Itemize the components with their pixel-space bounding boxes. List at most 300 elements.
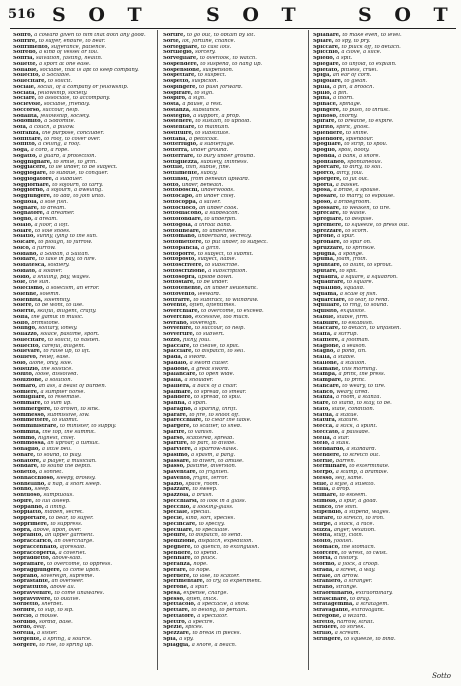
entry-headword: Spinoso, <box>313 113 338 119</box>
entry-headword: Spoglio, <box>313 148 337 153</box>
entry-definition: this morning. <box>341 366 378 372</box>
entry-definition: to minister, to supply. <box>59 424 117 429</box>
entry-definition: to spur on. <box>343 240 372 245</box>
entry-headword: Stipendio, <box>313 510 343 516</box>
entry-headword: Spartire, <box>163 441 189 447</box>
entry-headword: Stampa, <box>313 372 337 378</box>
entry-definition: a shoulder. <box>184 378 214 383</box>
entry-headword: Spicchio, <box>313 50 340 56</box>
column-divider <box>157 30 158 670</box>
entry-definition: kind, sort, species. <box>185 516 235 521</box>
entry-definition: to clear the table. <box>204 418 252 424</box>
entry-definition: to subvert. <box>196 332 225 337</box>
entry-headword: Strascinare, <box>313 596 349 602</box>
entry-definition: to sound the depth. <box>40 464 92 470</box>
entry-headword: Sparagno, <box>163 406 193 412</box>
entry-headword: Specchio, <box>163 504 191 510</box>
entry-definition: to submit. <box>52 418 79 424</box>
entry-headword: Sottrarre, <box>163 297 192 303</box>
entry-definition: sumptuous. <box>43 493 74 498</box>
entry-definition: foolish. <box>333 539 354 544</box>
entry-column-3 <box>313 33 451 643</box>
entry-headword: Soppiatto, <box>13 510 43 516</box>
entry-definition: to outlive. <box>53 596 81 602</box>
entry-definition: to sweep. <box>192 487 218 493</box>
entry-headword: Sonno, <box>13 487 34 493</box>
entry-headword: Soppanno, <box>13 504 44 510</box>
entry-headword: Sottolineare, <box>163 228 201 234</box>
entry-definition: a ceiling, a roof. <box>38 142 81 148</box>
entry-headword: Spronare, <box>313 240 342 245</box>
entry-headword: Solerte, <box>13 309 36 314</box>
entry-definition: a throat band. <box>194 222 232 228</box>
entry-headword: Sottoporre, <box>163 251 197 257</box>
entry-definition: above-said. <box>52 556 82 562</box>
entry-headword: Sparare, <box>163 412 188 418</box>
entry-definition: a stranger. <box>343 579 373 585</box>
entry-headword: Spirito, <box>313 125 335 130</box>
entry-definition: a petticoat. <box>188 136 219 142</box>
entry-definition: a stalk. <box>331 441 351 447</box>
entry-definition: a nap, a short sleep. <box>47 481 101 487</box>
entry-headword: Specie, <box>163 516 184 521</box>
entry-headword: Sonetto, <box>13 470 38 475</box>
entry-definition: a sigh. <box>188 96 206 102</box>
entry-headword: Sterminare, <box>313 464 348 470</box>
entry-definition: a footman. <box>341 337 370 343</box>
entry-definition: excessive, too much. <box>195 314 250 320</box>
entry-headword: Sorvegliare, <box>163 56 199 61</box>
entry-definition: to pluck. <box>194 556 217 562</box>
entry-headword: Spruzzare, <box>313 245 344 251</box>
entry-definition: to pluck off, to detach. <box>341 44 401 50</box>
entry-definition: a sponge. <box>338 251 364 257</box>
entry-headword: Sparecchiare, <box>163 418 204 424</box>
entry-headword: Sospingere, <box>163 84 198 90</box>
entry-headword: Sottana, <box>163 136 188 142</box>
entry-definition: a pin, a brooch. <box>333 84 375 90</box>
entry-headword: Spesso, <box>163 596 185 602</box>
entry-definition: a great sword. <box>191 366 230 372</box>
entry-headword: Stridere, <box>313 625 339 631</box>
entry-headword: Spedire, <box>163 533 188 539</box>
entry-definition: a Soldan, a Sultan. <box>39 251 90 257</box>
entry-definition: to dispatch, to send. <box>188 533 243 539</box>
entry-definition: a star. <box>333 435 350 441</box>
entry-headword: Spregiare, <box>313 217 344 222</box>
entry-headword: Sostituire, <box>163 130 194 136</box>
entry-headword: Steccato, <box>313 429 340 435</box>
entry-definition: filthy, foul. <box>183 337 211 343</box>
entry-definition: a couch, a pillow. <box>29 125 75 130</box>
entry-definition: a cord, a rope. <box>30 148 69 153</box>
entry-definition: pastime, diversion. <box>186 464 237 470</box>
entry-headword: Stravagante, <box>313 608 350 613</box>
entry-headword: Solfo, <box>13 320 30 326</box>
entry-definition: to associate, to accompany. <box>38 96 111 102</box>
entry-definition: a spectre. <box>188 619 215 625</box>
entry-headword: Sogliola, <box>13 199 39 205</box>
entry-headword: Stile, <box>313 481 329 487</box>
entry-headword: Strano, <box>313 585 335 590</box>
entry-headword: Stinco, <box>313 504 334 510</box>
entry-headword: Sporgere, <box>313 176 342 182</box>
entry-headword: Somigliare, <box>13 395 47 401</box>
entry-definition: to scatter, to shed. <box>192 424 242 429</box>
entry-headword: Sommettere, <box>13 418 51 424</box>
entry-headword: Spadaio, <box>163 360 188 366</box>
entry-headword: Sorbire, <box>13 608 37 613</box>
entry-headword: Soga, <box>13 148 30 153</box>
entry-definition: dirty, foul. <box>336 171 364 176</box>
entry-headword: Sorbetto, <box>13 602 40 608</box>
entry-headword: Spogliare, <box>313 142 343 148</box>
entry-headword: Sogatto, <box>13 153 38 159</box>
entry-definition: a subscription. <box>208 268 248 274</box>
entry-definition: skilful, diligent, crafty. <box>37 309 97 314</box>
entry-headword: Solco, <box>13 245 31 251</box>
entry-definition: to ring, to sound. <box>342 303 389 309</box>
entry-definition: to cleave, to split. <box>192 343 240 349</box>
entry-headword: Sperimentare, <box>163 579 205 585</box>
entry-definition: to sprinkle. <box>345 245 376 251</box>
entry-definition: a sumpter horse. <box>40 389 86 395</box>
entry-definition: to raise up, to lift. <box>43 349 91 355</box>
entry-headword: Sottovento, <box>163 291 197 297</box>
entry-definition: to shine. <box>345 130 369 136</box>
entry-definition: a subterfuge. <box>199 142 235 148</box>
entry-headword: Sospettare, <box>163 73 197 79</box>
entry-definition: an uproar, a tumult. <box>47 441 100 447</box>
entry-headword: Sovente, <box>163 303 188 309</box>
entry-headword: Spiegare, <box>313 61 341 67</box>
entry-definition: spontaneous. <box>347 159 383 165</box>
entry-headword: Stanco, <box>313 389 335 395</box>
entry-headword: Sporco, <box>313 171 335 176</box>
entry-definition: an under chief. <box>195 194 236 199</box>
entry-headword: Splendere, <box>313 130 345 136</box>
entry-definition: extravagant. <box>351 608 385 613</box>
entry-headword: Solennità, <box>13 297 43 303</box>
entry-definition: thin, subtle, fine. <box>185 165 231 171</box>
entry-definition: a street, a way. <box>335 567 376 573</box>
entry-headword: Sottomano, <box>163 234 197 240</box>
entry-definition: a coverlet. <box>58 550 87 556</box>
entry-headword: Stagno, <box>313 349 336 355</box>
entry-definition: to resemble. <box>48 395 81 401</box>
entry-definition: scattered, spread. <box>186 435 234 441</box>
entry-definition: a brush. <box>191 493 214 498</box>
entry-definition: to succour, to help. <box>194 326 246 332</box>
entry-definition: to stretch, to iron. <box>336 516 385 521</box>
entry-headword: Stancare, <box>313 383 341 389</box>
entry-definition: solace, pastime, sport. <box>40 332 100 337</box>
entry-definition: anger, vexation. <box>333 527 376 533</box>
entry-headword: Stabilire, <box>313 320 340 326</box>
entry-headword: Somiere, <box>13 389 39 395</box>
entry-headword: Sonatore, <box>13 458 42 464</box>
entry-headword: Spiare, <box>313 38 334 44</box>
entry-definition: a pause, a rest. <box>182 102 223 107</box>
entry-headword: Soldato, <box>13 268 37 274</box>
entry-headword: Sospetto, <box>163 79 191 84</box>
entry-headword: Sprone, <box>313 234 336 240</box>
entry-definition: to sole shoes. <box>35 228 71 234</box>
entry-definition: a scale of fish. <box>339 291 378 297</box>
entry-definition: to part, to divide. <box>190 441 236 447</box>
entry-definition: to weaken, to tire. <box>342 205 391 211</box>
entry-headword: Sonnacchioso, <box>13 475 55 481</box>
entry-definition: suspension. <box>202 67 234 73</box>
entry-definition: to spread, to smear. <box>194 389 247 395</box>
entry-definition: pitiless, cruel. <box>340 67 378 73</box>
entry-headword: Sottomettere, <box>163 240 204 245</box>
entry-headword: Sorte, <box>163 38 181 44</box>
entry-definition: under ground. <box>190 148 229 153</box>
entry-headword: Sostanza, <box>163 107 191 113</box>
entry-headword: Soverchiare, <box>163 309 200 314</box>
entry-definition: to smile, to grin. <box>53 159 97 165</box>
entry-definition: to dirty, to soil. <box>342 165 383 171</box>
entry-definition: to detach, to unfasten. <box>341 326 402 332</box>
entry-definition: sovereign, supreme. <box>40 573 95 579</box>
entry-definition: to specify. <box>198 521 225 527</box>
entry-definition: a girth. <box>201 245 221 251</box>
entry-headword: Sospiro, <box>163 96 187 102</box>
entry-definition: a square, a squadron. <box>340 274 398 280</box>
entry-headword: Sonare, <box>13 452 36 458</box>
entry-definition: to subscribe. <box>205 263 239 268</box>
entry-definition: to come unawares. <box>54 590 105 596</box>
entry-definition: to spread, to spill. <box>193 395 242 401</box>
entry-definition: a sister. <box>37 631 58 636</box>
entry-headword: Sprecare, <box>313 211 341 217</box>
entry-headword: Sopraffare, <box>13 562 46 567</box>
entry-headword: Staffa, <box>313 332 332 337</box>
entry-definition: to spy, to pry. <box>335 38 371 44</box>
entry-headword: Sottoboschi, <box>163 188 200 194</box>
entry-headword: Spremere, <box>313 222 344 228</box>
entry-headword: Somministrare, <box>13 424 59 429</box>
entry-definition: the stomach. <box>341 544 376 550</box>
entry-headword: Spasso, <box>163 464 185 470</box>
entry-headword: Sottocoppa, <box>163 199 198 205</box>
entry-headword: Storcere, <box>313 550 340 556</box>
entry-definition: submissive, low. <box>47 412 90 418</box>
entry-headword: Sommo, <box>13 435 37 441</box>
entry-definition: a sparrow-hawk. <box>194 447 239 452</box>
entry-definition: special. <box>190 510 211 516</box>
entry-definition: to subdue, to conquer. <box>49 171 109 176</box>
entry-definition: to drag. <box>349 596 371 602</box>
entry-headword: Spalmare, <box>163 389 193 395</box>
entry-definition: to underline. <box>202 228 237 234</box>
entry-definition: a bride, a spouse. <box>333 188 381 194</box>
entry-headword: Sodomito, <box>13 119 43 125</box>
entry-headword: Sottopancia, <box>163 245 200 251</box>
entry-headword: Sognare, <box>13 205 39 211</box>
entry-definition: hidden, secret. <box>44 510 84 516</box>
entry-definition: to glean. <box>344 79 368 84</box>
entry-definition: a soldier. <box>38 268 63 274</box>
entry-headword: Spassare, <box>163 458 191 464</box>
entry-definition: a pin. <box>333 90 348 96</box>
entry-headword: Sopraggiungere, <box>13 567 62 573</box>
entry-definition: a spur. <box>337 234 355 240</box>
entry-headword: Sofranza, <box>13 130 41 136</box>
entry-definition: to sustain, to uphold. <box>195 119 252 125</box>
entry-definition: to solicit. <box>47 79 73 84</box>
entry-headword: Spadone, <box>163 366 190 372</box>
entry-definition: to push forward. <box>198 84 243 90</box>
dictionary-entry <box>163 643 301 649</box>
entry-headword: Sporta, <box>313 182 335 188</box>
entry-definition: a palisade. <box>341 429 370 435</box>
entry-headword: Spandere, <box>163 395 193 401</box>
entry-headword: Soccorso, <box>13 107 41 113</box>
entry-headword: Stalla, <box>313 355 332 360</box>
entry-headword: Soprattutto, <box>13 585 49 590</box>
entry-definition: upside down. <box>198 274 233 280</box>
entry-definition: to overlook, to watch. <box>199 56 257 61</box>
entry-headword: Soldatesca, <box>13 263 47 268</box>
entry-headword: Spazzare, <box>163 487 191 493</box>
entry-definition: salvation, fasting, health. <box>36 56 103 61</box>
entry-definition: careful, diligent. <box>41 343 86 349</box>
entry-definition: narrow, strait. <box>336 619 375 625</box>
entry-definition: to quench, to extinguish. <box>193 544 260 550</box>
entry-headword: Sociare, <box>13 96 37 102</box>
entry-headword: Sollazzo, <box>13 332 39 337</box>
entry-definition: a bank, a shore. <box>338 153 381 159</box>
entry-headword: Stagione, <box>313 343 341 349</box>
entry-headword: Sollecito, <box>13 73 41 79</box>
entry-headword: Stirpe, <box>313 521 333 527</box>
entry-definition: a scream. <box>334 631 361 636</box>
entry-headword: Sorgente, <box>13 636 42 642</box>
entry-definition: to suppress. <box>50 521 83 527</box>
entry-definition: an ass, a beast of burden. <box>38 383 107 389</box>
entry-headword: Sopraccarico, <box>13 539 53 544</box>
entry-headword: Sopraccoperta, <box>13 550 57 556</box>
entry-headword: Soluzione, <box>13 378 44 383</box>
entry-headword: Squisito, <box>313 309 339 314</box>
entry-headword: Stilla, <box>313 487 331 493</box>
entry-definition: to dispatch, to sell. <box>194 349 245 355</box>
entry-definition: an overseer. <box>51 579 84 585</box>
entry-definition: fellowship, society. <box>40 113 90 119</box>
entry-headword: Speciale, <box>163 510 190 516</box>
entry-headword: Soffitto, <box>13 142 37 148</box>
entry-headword: Sostentare, <box>163 125 197 130</box>
entry-headword: Sopravvivere, <box>13 596 53 602</box>
entry-headword: Solecismo, <box>13 286 45 291</box>
entry-definition: fright, terror. <box>193 475 229 481</box>
entry-headword: Sotterrare, <box>163 153 195 159</box>
entry-definition: a furrow. <box>32 245 56 251</box>
entry-definition: a sword cutler. <box>189 360 229 366</box>
entry-headword: Soggiornare, <box>13 182 51 188</box>
entry-headword: Specchiarsi, <box>163 498 199 504</box>
entry-definition: under, beneath. <box>181 182 224 188</box>
entry-headword: Sponda, <box>313 153 337 159</box>
entry-headword: Stallone, <box>313 360 339 366</box>
entry-headword: Sottoscrivere, <box>163 263 204 268</box>
entry-headword: Spennare, <box>163 556 193 562</box>
entry-headword: Solaio, <box>13 222 33 228</box>
entry-definition: to esteem. <box>339 493 367 498</box>
entry-headword: Stimare, <box>313 493 338 498</box>
entry-headword: Spalancare, <box>163 372 198 378</box>
entry-headword: Sondare, <box>13 464 39 470</box>
entry-definition: foam, froth. <box>336 257 368 263</box>
entry-headword: Speculare, <box>163 527 194 533</box>
entry-definition: to suffer, endure, to bear. <box>38 38 106 44</box>
entry-headword: Stella, <box>313 435 332 441</box>
entry-definition: to sound, to play. <box>36 452 82 458</box>
entry-definition: a bridegroom. <box>333 199 371 205</box>
entry-headword: Sozzo, <box>163 337 182 343</box>
entry-headword: Spilla, <box>313 84 332 90</box>
entry-definition: to breathe, to expire. <box>337 119 394 125</box>
entry-definition: to substitute. <box>195 130 230 136</box>
entry-headword: Spezie, <box>163 625 184 631</box>
entry-definition: the sun. <box>28 280 51 286</box>
entry-definition: sleep. <box>34 487 51 493</box>
entry-definition: an upper garment. <box>44 533 95 539</box>
running-head-center: S O T <box>206 4 304 26</box>
entry-headword: Sotterra, <box>163 148 189 153</box>
entry-headword: Spinace, <box>313 102 338 107</box>
entry-definition: to despise. <box>344 217 374 222</box>
entry-definition: a history. <box>334 556 359 562</box>
entry-headword: Sorgere, <box>13 642 38 648</box>
entry-headword: Soverchio, <box>163 314 194 320</box>
entry-headword: Sospirare, <box>163 90 193 96</box>
entry-headword: Soggiogatore, <box>13 176 54 182</box>
entry-headword: Spugna, <box>313 251 337 257</box>
entry-headword: Sonnellino, <box>13 481 46 487</box>
entry-headword: Statura, <box>313 418 337 424</box>
entry-headword: Speranza, <box>163 562 192 567</box>
entry-definition: to be under. <box>196 280 229 286</box>
entry-headword: Sottosopra, <box>163 274 197 280</box>
entry-definition: a clove, a slice. <box>341 50 382 56</box>
entry-headword: Sottofondare, <box>163 217 203 222</box>
entry-headword: Sommossa, <box>13 441 46 447</box>
entry-headword: Soprastante, <box>13 579 50 585</box>
entry-definition: underhand, secretly. <box>198 234 252 240</box>
entry-headword: Sovvenire, <box>163 326 194 332</box>
entry-headword: Sopraddetto, <box>13 556 51 562</box>
entry-headword: Spontaneo, <box>313 159 346 165</box>
entry-definition: a spy. <box>179 636 194 642</box>
entry-headword: Spettacolo, <box>163 602 196 608</box>
entry-definition: to shriek. <box>340 625 366 631</box>
entry-definition: a spur, a goad. <box>338 498 378 504</box>
entry-headword: Sofà, <box>13 125 28 130</box>
entry-headword: Sortire, <box>163 33 186 38</box>
entry-definition: sociable, that is apt to keep company. <box>39 67 139 73</box>
entry-definition: stature. <box>338 418 359 424</box>
entry-definition: to lie under, to be subject. <box>48 165 118 171</box>
entry-definition: spices. <box>185 625 204 631</box>
entry-headword: Sostenere, <box>163 119 194 125</box>
entry-definition: to establish. <box>341 320 374 326</box>
entry-definition: a stump, a bramble. <box>335 470 389 475</box>
entry-headword: Solcare, <box>13 240 37 245</box>
entry-definition: a subdeacon. <box>204 211 240 217</box>
